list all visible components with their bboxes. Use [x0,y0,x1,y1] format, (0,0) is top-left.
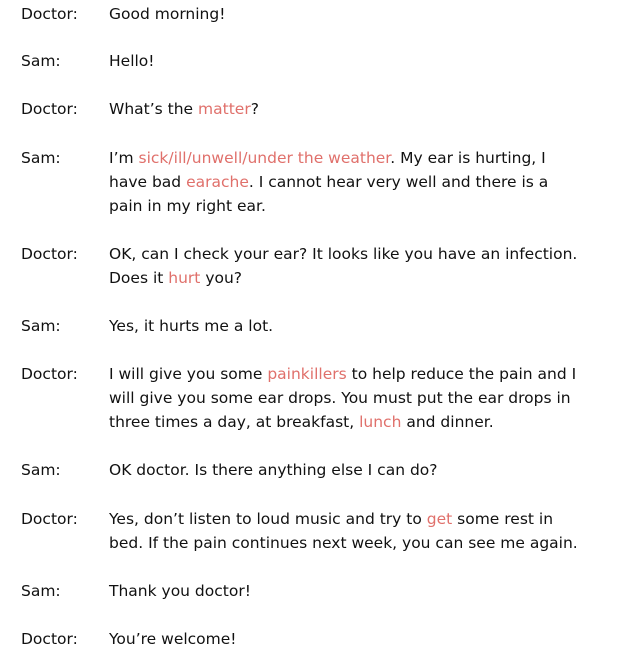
highlighted-term: earache [186,173,249,191]
speech-segment: You’re welcome! [109,630,237,648]
highlighted-term: lunch [359,413,402,431]
speech-segment: . My ear is hurting, I have bad [109,149,546,191]
speaker-label: Doctor: [21,100,78,118]
highlighted-term: painkillers [267,365,347,383]
highlighted-term: sick/ill/unwell/under the weather [138,149,391,167]
speaker-label: Doctor: [21,630,78,648]
speech-text [109,146,561,218]
speech-segment: and dinner. [401,413,494,431]
speech-text [109,362,581,434]
speaker-label: Sam: [21,461,61,479]
highlighted-term: hurt [168,269,201,287]
speaker-label: Sam: [21,149,61,167]
speech-text [109,314,585,338]
speaker-label: Sam: [21,52,61,70]
speech-segment: ? [250,100,259,118]
speech-segment: Hello! [109,52,155,70]
speech-text [109,579,585,603]
speaker-label: Doctor: [21,5,78,23]
speech-segment: Good morning! [109,5,226,23]
speech-segment: . I cannot hear very well and there is a pain in my right ear. [109,173,549,215]
speech-segment: Yes, don’t listen to loud music and try to [109,510,427,528]
speaker-label: Sam: [21,317,61,335]
speech-segment: I will give you some [109,365,268,383]
speech-segment: Thank you doctor! [109,582,251,600]
speech-text [109,97,585,121]
speaker-label: Sam: [21,582,61,600]
speaker-label: Doctor: [21,510,78,528]
speaker-label: Doctor: [21,365,78,383]
speech-text [109,49,585,73]
speech-segment: OK doctor. Is there anything else I can do? [109,461,438,479]
speech-segment: What’s the [109,100,199,118]
speech-segment: to help reduce the pain and I will give you some ear drops. You must put the ear drops in three times a day, at breakfast, [109,365,577,431]
highlighted-term: get [426,510,453,528]
highlighted-term: matter [198,100,251,118]
speech-text [109,2,585,26]
speech-segment: you? [200,269,243,287]
speech-text [109,242,585,290]
speech-segment: I’m [109,149,139,167]
speaker-label: Doctor: [21,245,78,263]
speech-segment: OK, can I check your ear? It looks like you have an infection. Does it [109,245,578,287]
speech-text [109,627,585,651]
speech-segment: some rest in bed. If the pain continues next week, you can see me again. [109,510,578,552]
speech-segment: Yes, it hurts me a lot. [109,317,274,335]
speech-text [109,507,581,555]
speech-text [109,458,585,482]
